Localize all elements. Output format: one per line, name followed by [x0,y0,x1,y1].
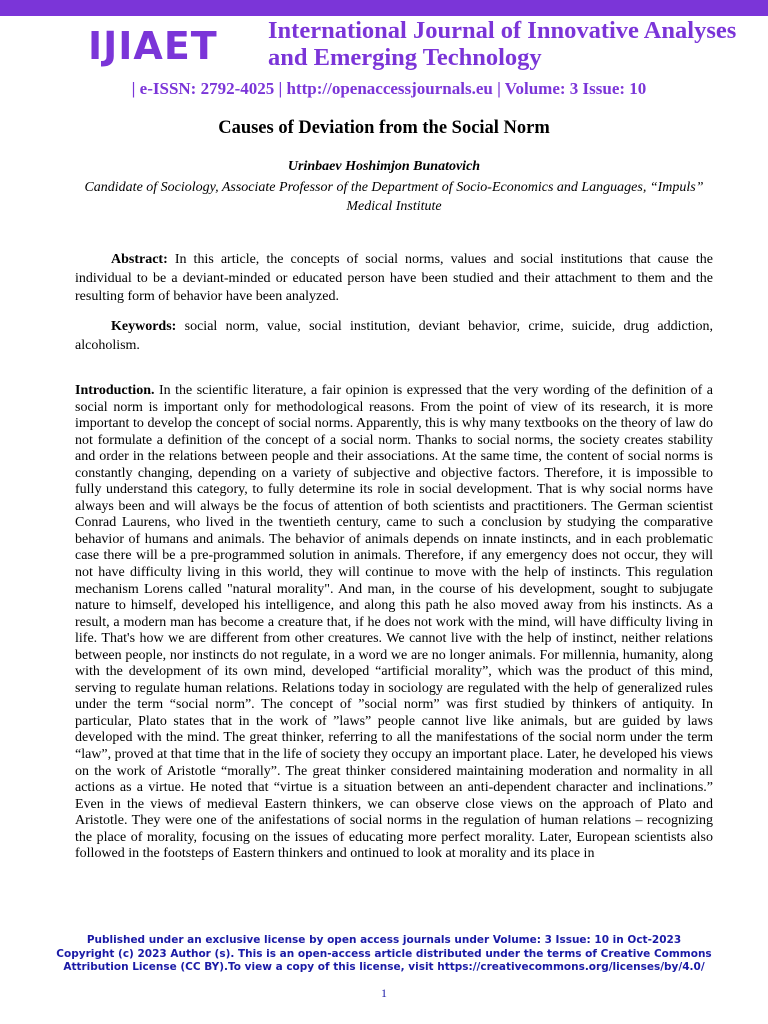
journal-title: International Journal of Innovative Analyses and Emerging Technology [268,17,737,71]
author-name: Urinbaev Hoshimjon Bunatovich [287,159,481,174]
keywords-paragraph [75,318,713,355]
license-footer [40,934,728,975]
author-affiliation: Candidate of Sociology, Associate Professor of the Department of Socio-Economics and Languages, “Impuls” Medical Institute [84,180,704,214]
top-color-bar [0,0,768,16]
issn-line: | e-ISSN: 2792-4025 | http://openaccessjournals.eu | Volume: 3 Issue: 10 [131,79,647,98]
page-number: 1 [381,986,387,1000]
keywords-text: social norm, value, social institution, deviant behavior, crime, suicide, drug addiction, alcoholism. [75,319,714,353]
abstract-paragraph [75,251,713,307]
keywords-label: Keywords: [111,319,177,334]
journal-logo: IJIAET [88,24,218,68]
introduction-text: In the scientific literature, a fair opinion is expressed that the very wording of the definition of a social norm is important only for methodological reasons. From the point of view of its research, it is more important to develop the concept of social norms. Apparently, this is why many textbooks on the theory of law do not formulate a definition of the concept of a social norm. Thanks to social norms, the society creates stability and order in the relations between people and their associations. At the same time, the content of social norms is constantly changing, depending on a variety of subjective and objective factors. Therefore, it is impossible to fully understand this category, to fully determine its role in social development. That is why social norms have always been and will always be the focus of attention of both scientists and practitioners. The German scientist Conrad Laurens, who lived in the twentieth century, came to such a conclusion by studying the comparative behavior of humans and animals. The behavior of animals depends on innate instincts, and in each problematic case there will be a pre-programmed solution in animals. Therefore, if any emergency does not occur, they will not have difficulty living in this world, they will continue to move with the help of instincts. This regulation mechanism Lorens called "natural morality". And man, in the course of his development, sought to subjugate nature to himself, developed his intelligence, and along this path he also moved away from his instincts. As a result, a modern man has become a creature that, if he does not work with the mind, will have difficulty living in life. That's how we are different from other creatures. We cannot live with the help of instinct, neither relations between people, nor instincts do not regulate, in a word we are no longer animals. For millennia, humanity, along with the development of its own mind, developed “artificial morality”, which was the product of this mind, serving to regulate human relations. Relations today in sociology are regulated with the help of generalized rules under the term “social norm”. The concept of ”social norm” was first studied by thinkers of antiquity. In particular, Plato states that in the work of ”laws” people cannot live like animals, but are guided by laws developed with the mind. The great thinker, referring to all the manifestations of the social norm under the term “law”, proved at that time that in the life of society they occupy an important place. Later, he developed his views on the work of Aristotle “morally”. The great thinker considered maintaining moderation and normality in all actions as a virtue. He noted that “virtue is a situation between an anti-dependent character and inclinations.” Even in the views of medieval Eastern thinkers, we can observe close views on the approach of Plato and Aristotle. They were one of the anifestations of social norms in the regulation of human relations – recognizing the place of morality, focusing on the issues of educating more perfect morality. Later, European scientists also followed in the footsteps of Eastern thinkers and ontinued to look at morality and its place in [75,383,714,862]
paper-title: Causes of Deviation from the Social Norm [218,118,550,138]
footer-copyright-line: Copyright (c) 2023 Author (s). This is an open-access article distributed under the terms of Creative Commons Attribution License (CC BY).To view a copy of this license, visit https://creativecommons.org/licenses/by/4.0/ [56,947,712,973]
introduction-paragraph [75,383,713,863]
abstract-text: In this article, the concepts of social norms, values and social institutions that cause the individual to be a deviant-minded or educated person have been studied and their attachment to them and the resulting form of behavior have been analyzed. [75,252,713,304]
abstract-label: Abstract: [111,252,168,267]
introduction-label: Introduction. [75,383,155,398]
footer-publication-line: Published under an exclusive license by open access journals under Volume: 3 Issue: 10 in Oct-2023 [86,934,682,946]
